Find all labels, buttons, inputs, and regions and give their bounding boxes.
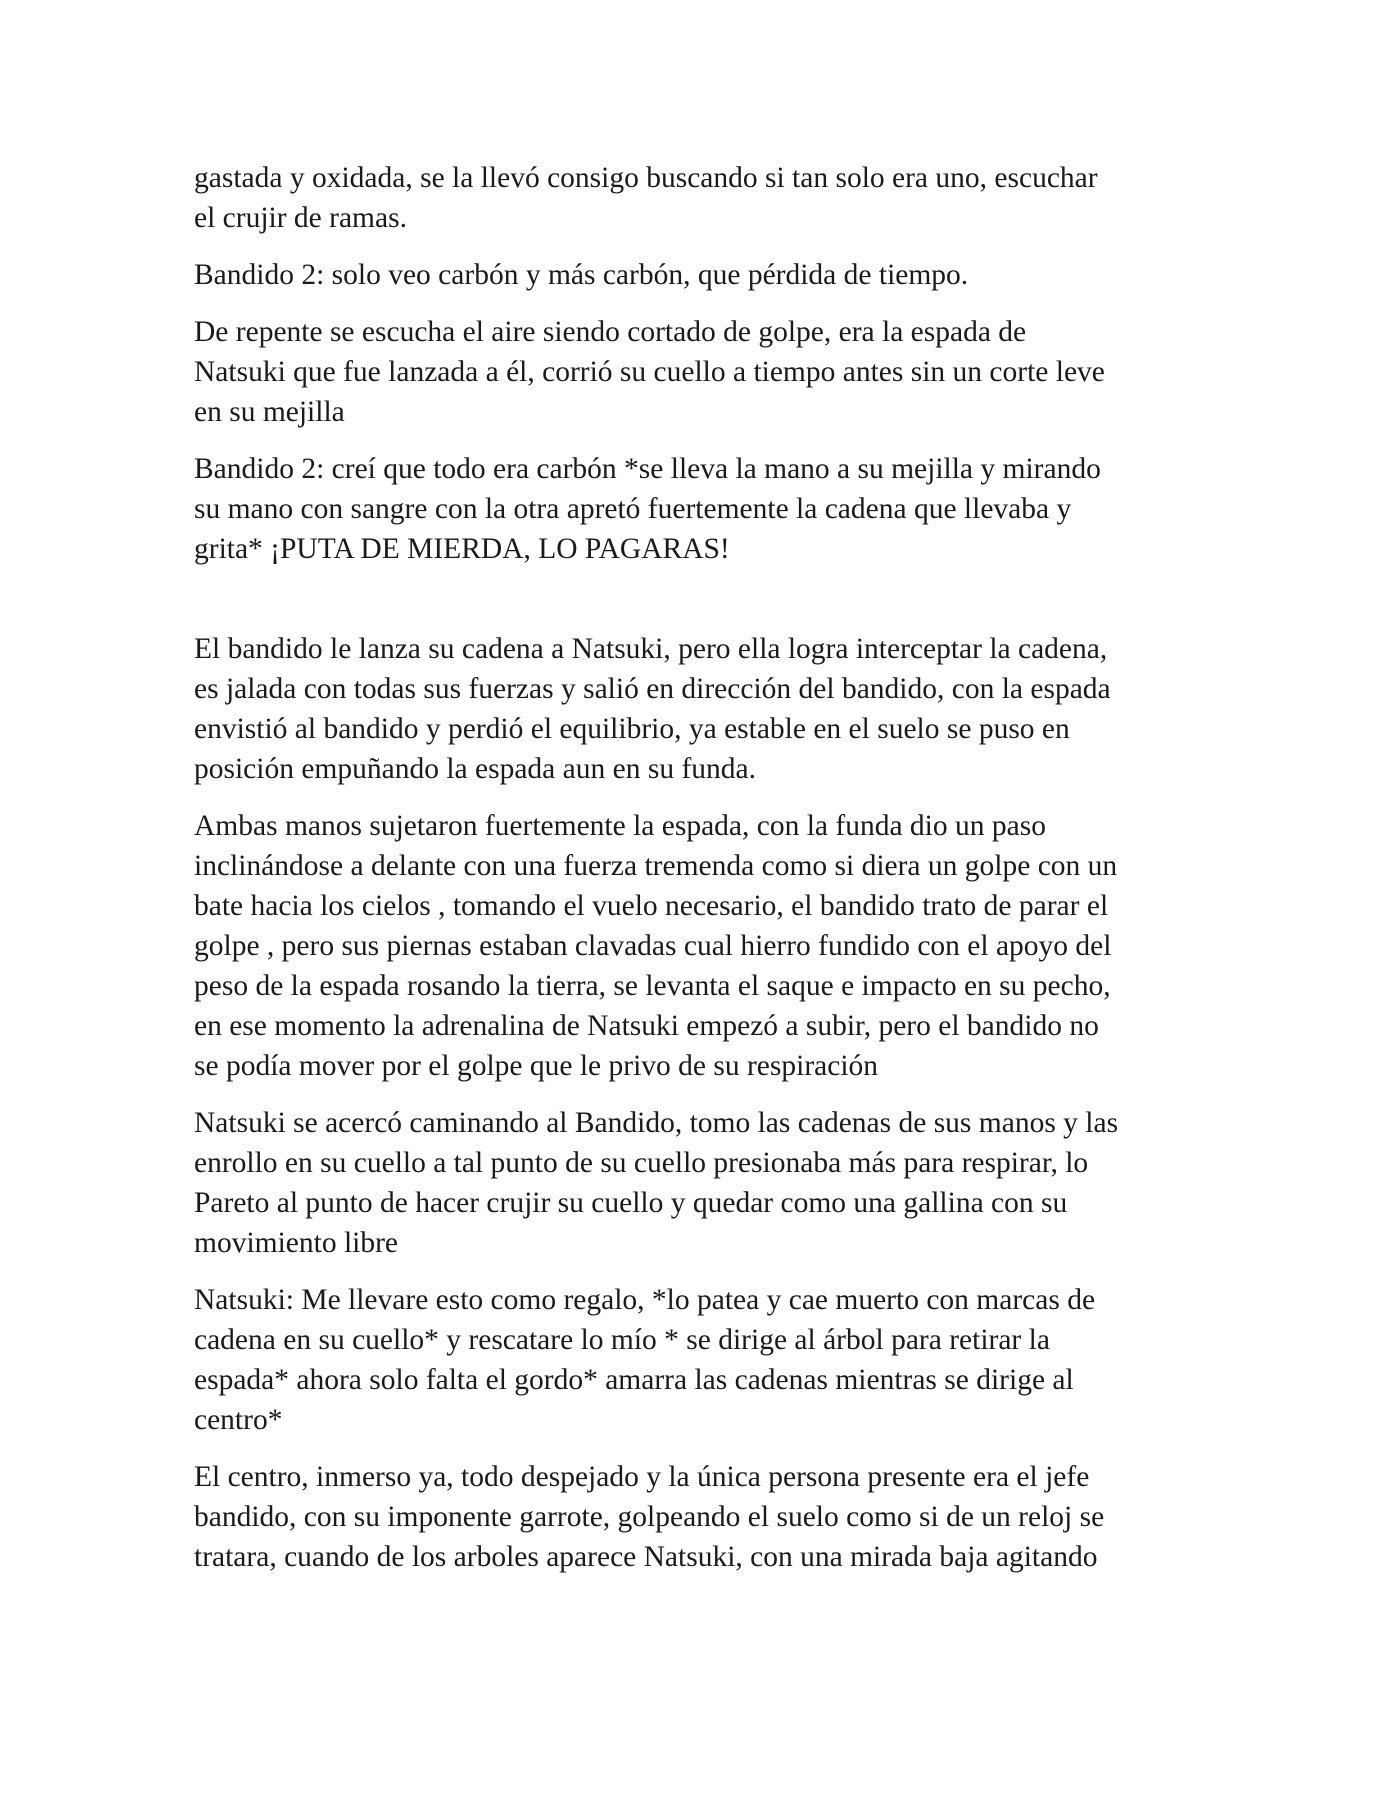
text-line: Bandido 2: solo veo carbón y más carbón, que pérdida de tiempo.: [194, 259, 969, 291]
paragraph-1: [194, 158, 1224, 238]
paragraph-9: [194, 1457, 1224, 1577]
text-line: Natsuki se acercó caminando al Bandido, tomo las cadenas de sus manos y las: [194, 1107, 1119, 1139]
text-line: grita* ¡PUTA DE MIERDA, LO PAGARAS!: [194, 533, 730, 565]
text-line: movimiento libre: [194, 1227, 399, 1259]
text-line: peso de la espada rosando la tierra, se levanta el saque e impacto en su pecho,: [194, 970, 1111, 1002]
text-line: se podía mover por el golpe que le privo de su respiración: [194, 1050, 879, 1082]
paragraph-2: [194, 255, 1224, 295]
text-line: Natsuki: Me llevare esto como regalo, *lo patea y cae muerto con marcas de: [194, 1284, 1096, 1316]
text-line: Bandido 2: creí que todo era carbón *se lleva la mano a su mejilla y mirando: [194, 453, 1101, 485]
text-line: el crujir de ramas.: [194, 202, 407, 234]
text-line: El bandido le lanza su cadena a Natsuki, pero ella logra interceptar la cadena,: [194, 633, 1108, 665]
text-line: De repente se escucha el aire siendo cortado de golpe, era la espada de: [194, 316, 1027, 348]
text-line: en ese momento la adrenalina de Natsuki empezó a subir, pero el bandido no: [194, 1010, 1099, 1042]
document-body: [194, 158, 1224, 1594]
text-line: espada* ahora solo falta el gordo* amarra las cadenas mientras se dirige al: [194, 1364, 1074, 1396]
text-line: golpe , pero sus piernas estaban clavadas cual hierro fundido con el apoyo del: [194, 930, 1112, 962]
text-line: Pareto al punto de hacer crujir su cuello y quedar como una gallina con su: [194, 1187, 1068, 1219]
paragraph-4: [194, 449, 1224, 569]
text-line: posición empuñando la espada aun en su funda.: [194, 753, 756, 785]
text-line: gastada y oxidada, se la llevó consigo buscando si tan solo era uno, escuchar: [194, 162, 1098, 194]
text-line: El centro, inmerso ya, todo despejado y la única persona presente era el jefe: [194, 1461, 1090, 1493]
text-line: es jalada con todas sus fuerzas y salió en dirección del bandido, con la espada: [194, 673, 1111, 705]
text-line: cadena en su cuello* y rescatare lo mío * se dirige al árbol para retirar la: [194, 1324, 1050, 1356]
text-line: bandido, con su imponente garrote, golpeando el suelo como si de un reloj se: [194, 1501, 1105, 1533]
text-line: tratara, cuando de los arboles aparece Natsuki, con una mirada baja agitando: [194, 1541, 1098, 1573]
text-line: enrollo en su cuello a tal punto de su cuello presionaba más para respirar, lo: [194, 1147, 1089, 1179]
text-line: centro*: [194, 1404, 283, 1436]
text-line: inclinándose a delante con una fuerza tremenda como si diera un golpe con un: [194, 850, 1118, 882]
text-line: Natsuki que fue lanzada a él, corrió su cuello a tiempo antes sin un corte leve: [194, 356, 1105, 388]
text-line: envistió al bandido y perdió el equilibrio, ya estable en el suelo se puso en: [194, 713, 1070, 745]
paragraph-7: [194, 1103, 1224, 1263]
text-line: en su mejilla: [194, 396, 345, 428]
text-line: Ambas manos sujetaron fuertemente la espada, con la funda dio un paso: [194, 810, 1046, 842]
paragraph-6: [194, 806, 1224, 1086]
paragraph-3: [194, 312, 1224, 432]
text-line: bate hacia los cielos , tomando el vuelo necesario, el bandido trato de parar el: [194, 890, 1109, 922]
paragraph-8: [194, 1280, 1224, 1440]
paragraph-5: [194, 629, 1224, 789]
text-line: su mano con sangre con la otra apretó fuertemente la cadena que llevaba y: [194, 493, 1072, 525]
